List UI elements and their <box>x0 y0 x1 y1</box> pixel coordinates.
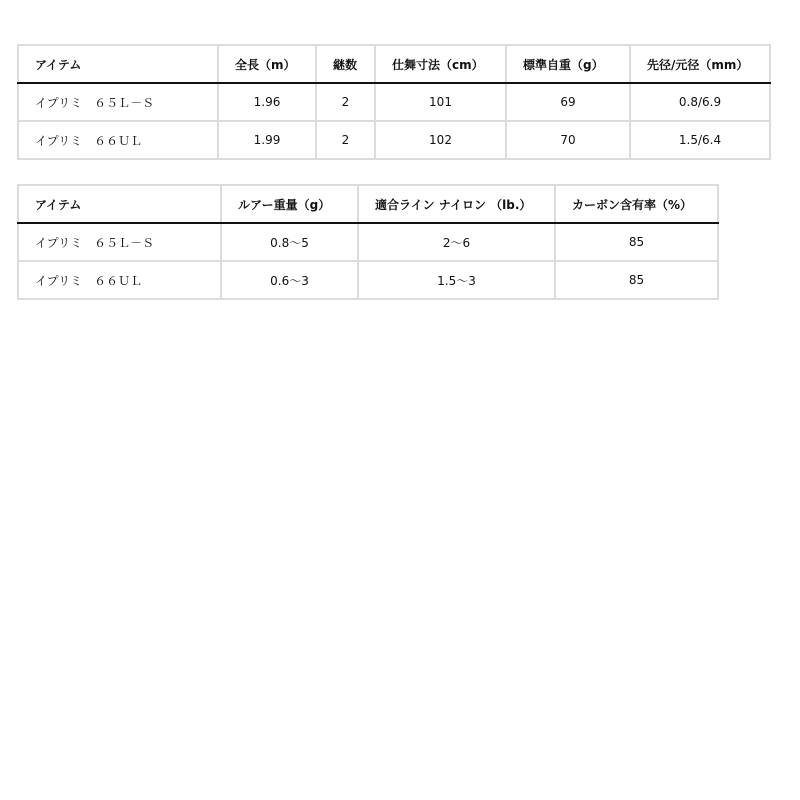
cell-item: イプリミ ６５Ｌ－Ｓ <box>18 223 221 261</box>
table-row <box>18 223 718 261</box>
cell-item: イプリミ ６６ＵＬ <box>18 121 218 159</box>
spec-table-lure-line <box>17 184 719 300</box>
cell-closed-length: 102 <box>375 121 506 159</box>
cell-pieces: 2 <box>316 121 375 159</box>
spec-table-dimensions <box>17 44 771 160</box>
cell-item: イプリミ ６６ＵＬ <box>18 261 221 299</box>
cell-tip-butt-diameter: 1.5/6.4 <box>630 121 770 159</box>
table-header-row <box>18 45 770 83</box>
header-carbon-content: カーボン含有率（%） <box>555 185 718 223</box>
header-weight: 標準自重（g） <box>506 45 630 83</box>
cell-item: イプリミ ６５Ｌ－Ｓ <box>18 83 218 121</box>
table-row <box>18 83 770 121</box>
cell-carbon-content: 85 <box>555 223 718 261</box>
cell-length: 1.99 <box>218 121 316 159</box>
header-pieces: 継数 <box>316 45 375 83</box>
header-length: 全長（m） <box>218 45 316 83</box>
table-header-row <box>18 185 718 223</box>
cell-weight: 69 <box>506 83 630 121</box>
cell-lure-weight: 0.8〜5 <box>221 223 358 261</box>
cell-carbon-content: 85 <box>555 261 718 299</box>
header-line-nylon: 適合ライン ナイロン （lb.） <box>358 185 555 223</box>
cell-line-nylon: 2〜6 <box>358 223 555 261</box>
header-closed-length: 仕舞寸法（cm） <box>375 45 506 83</box>
table-row <box>18 261 718 299</box>
table-row <box>18 121 770 159</box>
header-item: アイテム <box>18 185 221 223</box>
cell-length: 1.96 <box>218 83 316 121</box>
cell-closed-length: 101 <box>375 83 506 121</box>
header-tip-butt-diameter: 先径/元径（mm） <box>630 45 770 83</box>
cell-weight: 70 <box>506 121 630 159</box>
header-lure-weight: ルアー重量（g） <box>221 185 358 223</box>
cell-lure-weight: 0.6〜3 <box>221 261 358 299</box>
header-item: アイテム <box>18 45 218 83</box>
cell-tip-butt-diameter: 0.8/6.9 <box>630 83 770 121</box>
cell-line-nylon: 1.5〜3 <box>358 261 555 299</box>
cell-pieces: 2 <box>316 83 375 121</box>
